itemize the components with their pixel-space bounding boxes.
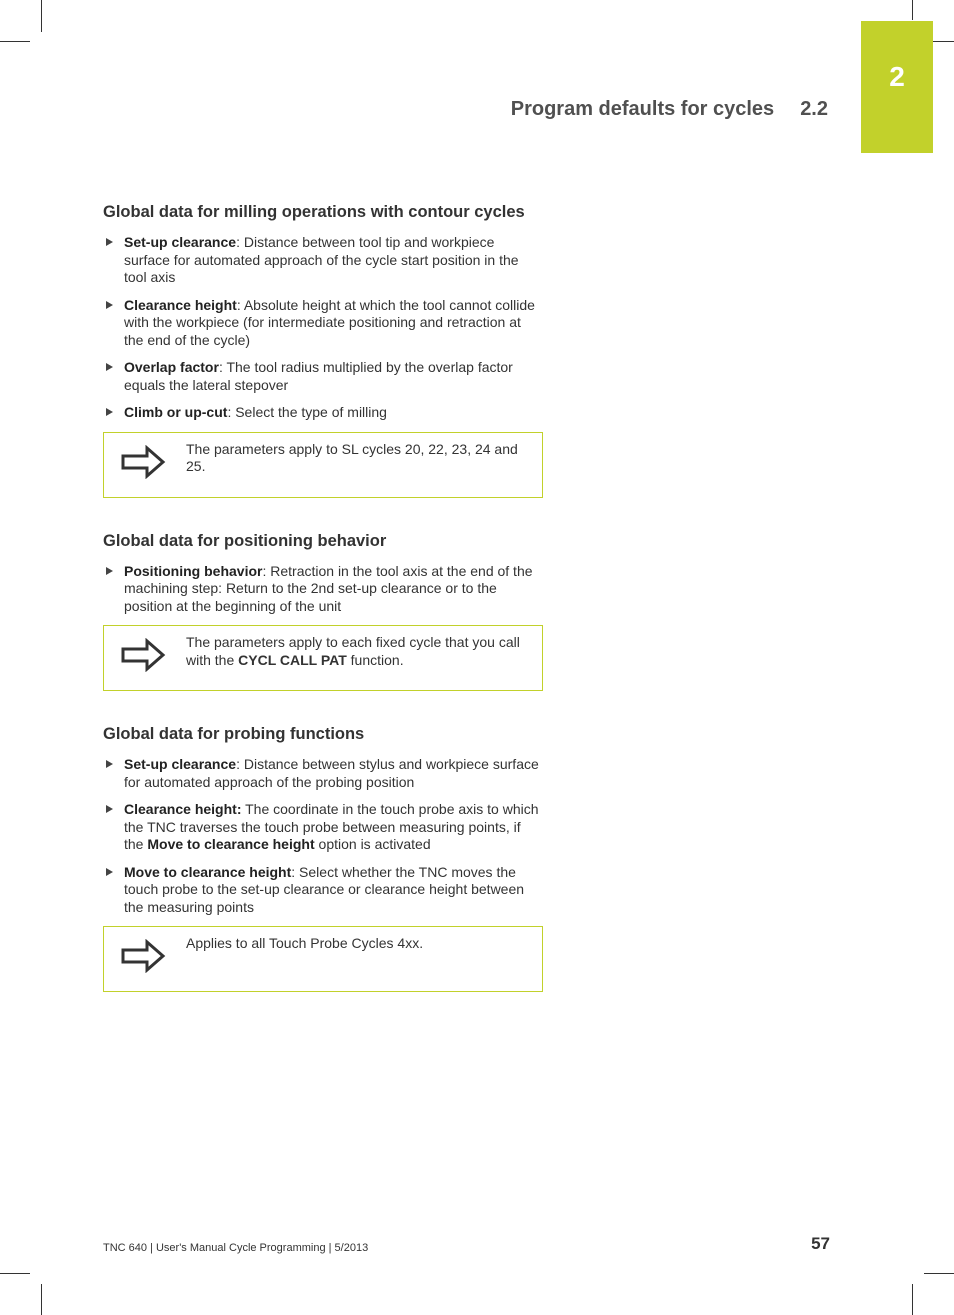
item-term: Overlap factor xyxy=(124,359,219,375)
note-text: Applies to all Touch Probe Cycles 4xx. xyxy=(186,935,424,951)
item-term: Move to clearance height xyxy=(147,836,315,852)
bullet-triangle-icon xyxy=(106,238,113,246)
bullet-triangle-icon xyxy=(106,567,113,575)
note-arrow-icon xyxy=(120,939,166,973)
list-item xyxy=(103,563,543,616)
crop-mark xyxy=(41,0,42,32)
note-arrow-icon xyxy=(120,445,166,479)
bullet-triangle-icon xyxy=(106,760,113,768)
page-number: 57 xyxy=(811,1234,830,1253)
item-term: Clearance height xyxy=(124,296,237,313)
item-term: Positioning behavior xyxy=(124,562,263,579)
bullet-triangle-icon xyxy=(106,363,113,371)
item-term: Climb or up-cut xyxy=(124,404,228,420)
running-head-number: 2.2 xyxy=(800,98,828,120)
section-heading: Global data for probing functions xyxy=(103,725,365,743)
footer-text: TNC 640 | User's Manual Cycle Programming | 5/2013 xyxy=(103,1242,369,1254)
item-text: : Select the type of milling xyxy=(227,404,387,420)
note-text xyxy=(186,634,536,669)
bullet-triangle-icon xyxy=(106,805,113,813)
note-text: The parameters apply to SL cycles 20, 22, 23, 24 and 25. xyxy=(186,440,518,474)
bullet-triangle-icon xyxy=(106,868,113,876)
note-box xyxy=(103,926,543,992)
bullet-triangle-icon xyxy=(106,301,113,309)
running-head-title: Program defaults for cycles xyxy=(510,98,775,120)
note-arrow-icon xyxy=(120,638,166,672)
crop-mark xyxy=(912,1284,913,1315)
crop-mark xyxy=(0,1273,30,1274)
item-text: : Retraction in the tool axis at the end of the machining step: Return to the 2nd set-up clearance or to the position at the beginning of the unit xyxy=(124,562,533,614)
list-item xyxy=(103,404,543,422)
item-term: Move to clearance height xyxy=(124,863,292,880)
item-term: Set-up clearance xyxy=(124,234,237,250)
crop-mark xyxy=(41,1284,42,1315)
item-term: Set-up clearance xyxy=(124,756,237,772)
list-item xyxy=(103,756,543,791)
item-text: : Select whether the TNC moves the touch probe to the set-up clearance or clearance height between the measuring points xyxy=(124,863,525,915)
item-text: : Distance between stylus and workpiece surface for automated approach of the probing position xyxy=(124,756,539,790)
chapter-number: 2 xyxy=(889,61,905,92)
item-term: Clearance height: xyxy=(124,801,242,817)
chapter-tab xyxy=(861,21,933,153)
section-heading: Global data for positioning behavior xyxy=(103,531,387,550)
note-box xyxy=(103,625,543,691)
note-text-after: function. xyxy=(346,651,404,668)
section-probing xyxy=(103,725,543,992)
crop-mark xyxy=(924,1273,954,1274)
note-code: CYCL CALL PAT xyxy=(238,651,347,668)
page-content xyxy=(103,203,543,1026)
item-text: : Distance between tool tip and workpiece surface for automated approach of the cycle start position in the tool axis xyxy=(124,234,519,285)
note-box xyxy=(103,432,543,498)
item-text: The coordinate in the touch probe axis to which the TNC traverses the touch probe between measuring points, if the xyxy=(124,801,539,852)
item-text: : The tool radius multiplied by the overlap factor equals the lateral stepover xyxy=(124,359,513,393)
section-positioning xyxy=(103,532,543,692)
note-text-before: The parameters apply to each fixed cycle that you call with the xyxy=(186,634,520,668)
list-item xyxy=(103,864,543,917)
crop-mark xyxy=(0,41,30,42)
section-milling xyxy=(103,203,543,498)
item-text: : Absolute height at which the tool cannot collide with the workpiece (for intermediate positioning and retraction at the end of the cycle) xyxy=(124,296,535,348)
running-head xyxy=(511,98,828,121)
crop-mark xyxy=(912,0,913,20)
list-item xyxy=(103,801,543,854)
list-item xyxy=(103,359,543,394)
item-text: option is activated xyxy=(314,836,431,852)
list-item xyxy=(103,297,543,350)
list-item xyxy=(103,234,543,287)
section-heading: Global data for milling operations with contour cycles xyxy=(103,203,525,221)
bullet-triangle-icon xyxy=(106,408,113,416)
